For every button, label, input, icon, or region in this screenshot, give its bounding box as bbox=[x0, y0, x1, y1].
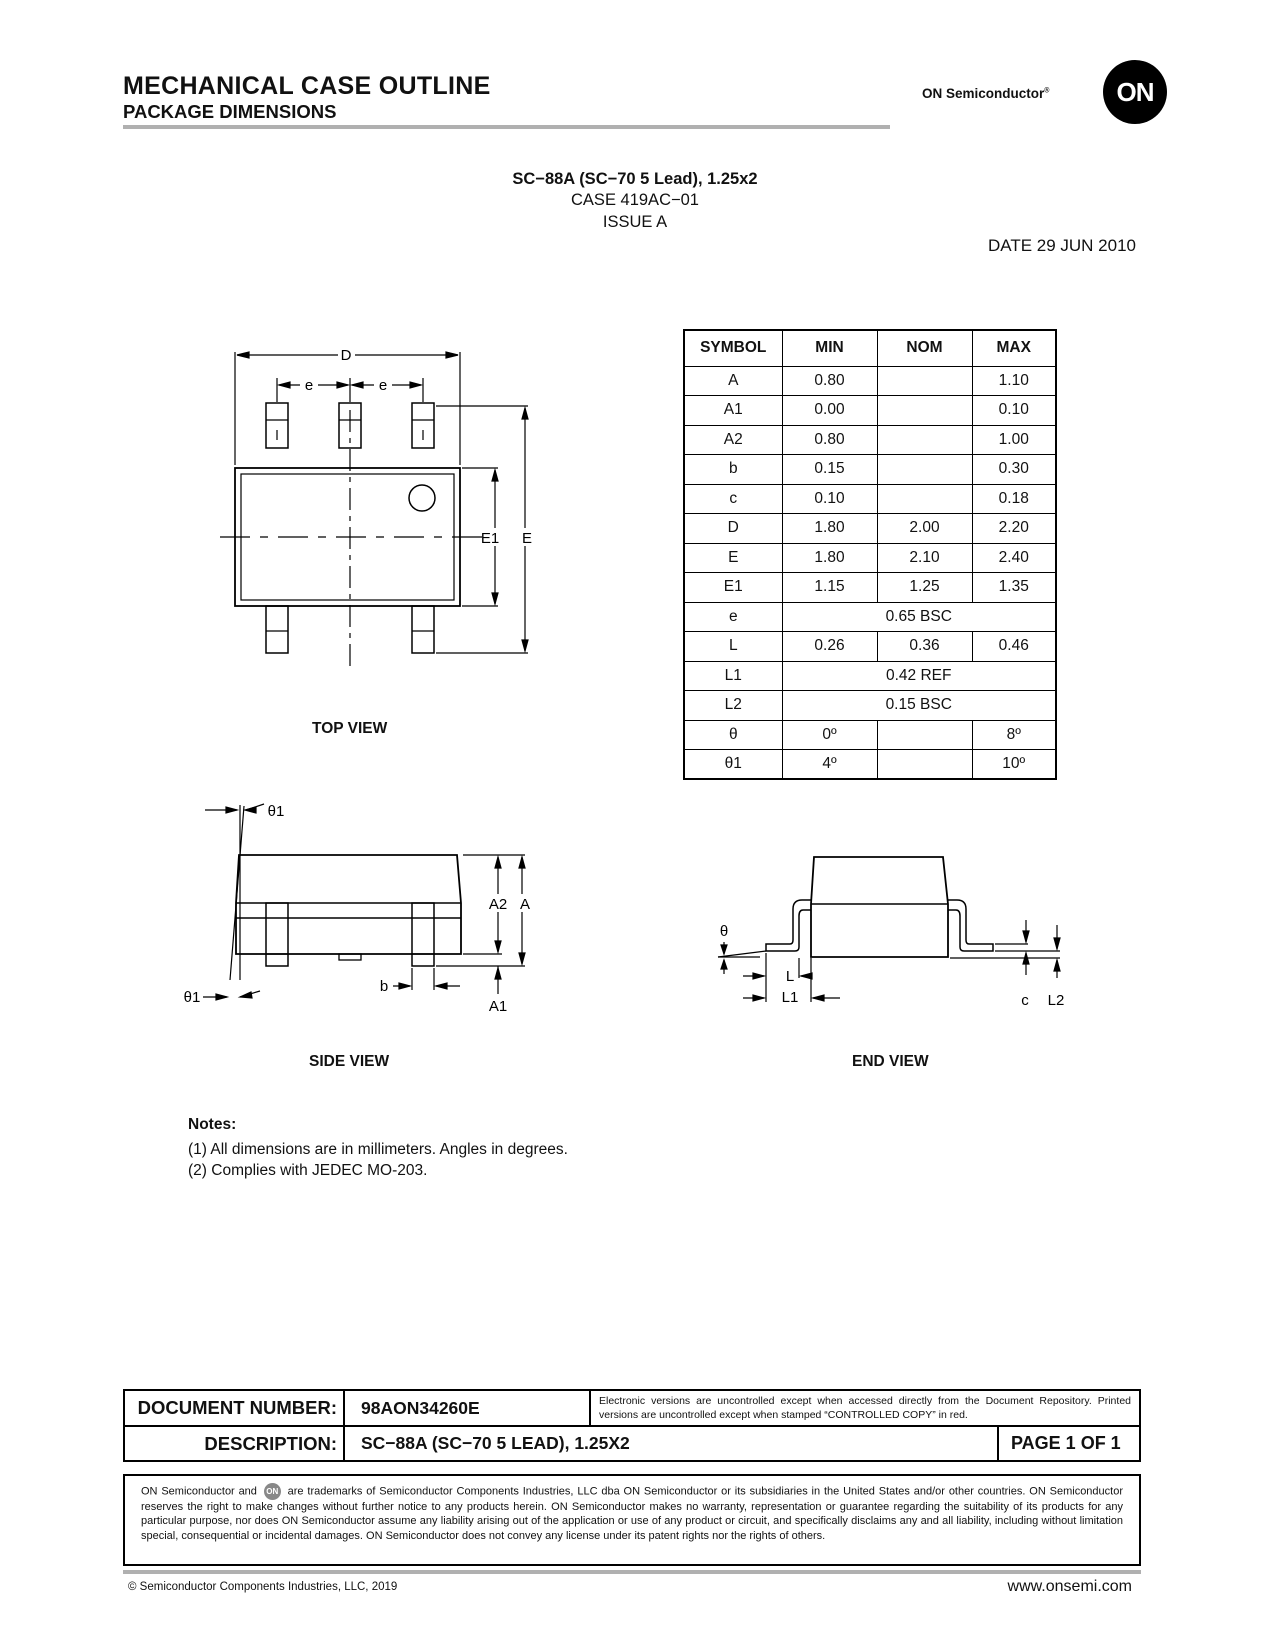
table-row bbox=[684, 455, 1056, 485]
table-cell: 0.30 bbox=[972, 455, 1056, 485]
arrow-icon bbox=[240, 992, 252, 998]
case-number: CASE 419AC−01 bbox=[571, 191, 699, 209]
table-cell: 1.80 bbox=[782, 514, 877, 544]
registered-mark: ® bbox=[1044, 87, 1050, 95]
legal-body: are trademarks of Semiconductor Components Industries, LLC dba ON Semiconductor or its subsidiaries in the United States and/or other countries. ON Semiconductor reserves the right to make changes without further notice to any products herein. ON Semiconductor makes no warranty, representation or guarantee regarding the suitability of its products for any particular purpose, nor does ON Semiconductor assume any liability arising out of the application or use of any product or circuit, and specifically disclaims any and all liability, including without limitation special, consequential or incidental damages. ON Semiconductor does not convey any license under its patent rights nor the rights of others. bbox=[141, 1485, 1123, 1542]
table-cell: θ1 bbox=[684, 750, 782, 780]
table-cell: L2 bbox=[684, 691, 782, 721]
on-logo-icon: ON bbox=[264, 1483, 281, 1500]
package-name: SC−88A (SC−70 5 Lead), 1.25x2 bbox=[512, 170, 758, 188]
page-number: PAGE 1 OF 1 bbox=[1011, 1433, 1121, 1453]
arrow-icon bbox=[436, 983, 447, 989]
table-cell: 1.25 bbox=[877, 573, 972, 603]
table-cell: 0.15 bbox=[782, 455, 877, 485]
document-number-label: DOCUMENT NUMBER: bbox=[137, 1397, 337, 1418]
lead bbox=[412, 903, 434, 966]
lead bbox=[266, 606, 288, 653]
table-cell bbox=[877, 484, 972, 514]
table-cell: 0.80 bbox=[782, 366, 877, 396]
table-cell: 0.26 bbox=[782, 632, 877, 662]
document-number: 98AON34260E bbox=[361, 1397, 480, 1418]
dim-label-theta1: θ1 bbox=[267, 803, 285, 820]
arrow-icon bbox=[813, 995, 824, 1001]
table-cell: b bbox=[684, 455, 782, 485]
arrow-icon bbox=[216, 994, 227, 1000]
table-cell: 1.00 bbox=[972, 425, 1056, 455]
description: SC−88A (SC−70 5 LEAD), 1.25X2 bbox=[361, 1433, 630, 1453]
table-cell: 0.10 bbox=[782, 484, 877, 514]
table-cell: 0.65 BSC bbox=[782, 602, 1056, 632]
notes-list bbox=[188, 1139, 568, 1181]
table-cell: 2.40 bbox=[972, 543, 1056, 573]
table-row bbox=[684, 425, 1056, 455]
website-link[interactable]: www.onsemi.com bbox=[1007, 1578, 1132, 1595]
table-row bbox=[684, 396, 1056, 426]
arrow-icon bbox=[226, 807, 237, 813]
table-cell: 0.80 bbox=[782, 425, 877, 455]
table-cell: 2.10 bbox=[877, 543, 972, 573]
body-foot bbox=[339, 954, 361, 960]
copyright: © Semiconductor Components Industries, LLC, 2019 bbox=[128, 1581, 398, 1593]
dim-label-a: A bbox=[519, 896, 531, 913]
header-rule bbox=[123, 125, 890, 129]
table-cell: 2.00 bbox=[877, 514, 972, 544]
top-view-label: TOP VIEW bbox=[312, 720, 388, 737]
arrow-icon bbox=[1054, 960, 1060, 971]
column-header: MIN bbox=[782, 330, 877, 366]
arrow-icon bbox=[519, 857, 525, 868]
table-cell: 0.15 BSC bbox=[782, 691, 1056, 721]
table-cell bbox=[877, 425, 972, 455]
table-row bbox=[684, 661, 1056, 691]
table-cell: 0.10 bbox=[972, 396, 1056, 426]
dim-label-a1: A1 bbox=[488, 998, 508, 1015]
table-header-row bbox=[684, 330, 1056, 366]
arrow-icon bbox=[399, 983, 410, 989]
table-row bbox=[684, 720, 1056, 750]
note-item: (2) Complies with JEDEC MO-203. bbox=[188, 1162, 428, 1179]
arrow-icon bbox=[352, 382, 363, 388]
arrow-icon bbox=[753, 973, 764, 979]
table-cell: 0.42 REF bbox=[782, 661, 1056, 691]
arrow-icon bbox=[279, 382, 290, 388]
dim-label-theta1: θ1 bbox=[183, 989, 201, 1006]
dimensions-table-body bbox=[684, 366, 1056, 779]
table-row bbox=[684, 514, 1056, 544]
package-body bbox=[236, 855, 461, 954]
table-cell: θ bbox=[684, 720, 782, 750]
table-cell bbox=[877, 396, 972, 426]
brand-name bbox=[922, 86, 1049, 101]
table-cell: c bbox=[684, 484, 782, 514]
table-cell: 4º bbox=[782, 750, 877, 780]
column-header: SYMBOL bbox=[684, 330, 782, 366]
end-view-label: END VIEW bbox=[852, 1053, 929, 1070]
end-view-drawing bbox=[700, 850, 1080, 1020]
table-cell: 0.18 bbox=[972, 484, 1056, 514]
arrow-icon bbox=[1054, 938, 1060, 949]
dim-label-l2: L2 bbox=[1047, 992, 1065, 1009]
lead-left bbox=[766, 900, 811, 951]
notes-heading: Notes: bbox=[188, 1116, 237, 1133]
table-cell: 10º bbox=[972, 750, 1056, 780]
top-view-drawing bbox=[200, 350, 580, 670]
arrow-icon bbox=[522, 640, 528, 651]
arrow-icon bbox=[721, 960, 727, 969]
lead bbox=[412, 606, 434, 653]
note-item: (1) All dimensions are in millimeters. Angles in degrees. bbox=[188, 1141, 568, 1158]
page-title: MECHANICAL CASE OUTLINE bbox=[123, 72, 491, 100]
dim-label-c: c bbox=[1021, 992, 1029, 1009]
table-row bbox=[684, 691, 1056, 721]
description-label: DESCRIPTION: bbox=[204, 1432, 337, 1454]
arrow-icon bbox=[495, 941, 501, 952]
table-cell: L1 bbox=[684, 661, 782, 691]
dim-label-l: L bbox=[785, 968, 795, 985]
arrow-icon bbox=[522, 408, 528, 419]
arrow-icon bbox=[337, 382, 348, 388]
side-view-drawing bbox=[180, 800, 560, 1025]
table-cell: e bbox=[684, 602, 782, 632]
table-cell: 0.36 bbox=[877, 632, 972, 662]
column-header: NOM bbox=[877, 330, 972, 366]
dim-label-d: D bbox=[340, 350, 352, 364]
table-cell: 1.10 bbox=[972, 366, 1056, 396]
document-date: DATE 29 JUN 2010 bbox=[987, 236, 1136, 255]
table-cell bbox=[877, 750, 972, 780]
arrow-icon bbox=[801, 973, 812, 979]
document-info-box bbox=[123, 1389, 1141, 1462]
legal-lead: ON Semiconductor and bbox=[141, 1485, 257, 1498]
on-logo-icon: ON bbox=[1103, 60, 1167, 124]
table-cell: 8º bbox=[972, 720, 1056, 750]
table-cell: 2.20 bbox=[972, 514, 1056, 544]
table-row bbox=[684, 573, 1056, 603]
table-cell: 1.80 bbox=[782, 543, 877, 573]
issue: ISSUE A bbox=[602, 213, 668, 231]
lead-right bbox=[948, 900, 993, 951]
arrow-icon bbox=[753, 995, 764, 1001]
table-cell: 0.00 bbox=[782, 396, 877, 426]
table-cell bbox=[877, 720, 972, 750]
arrow-icon bbox=[492, 470, 498, 481]
arrow-icon bbox=[492, 593, 498, 604]
arrow-icon bbox=[519, 953, 525, 964]
legal-notice bbox=[123, 1474, 1141, 1566]
side-view-label: SIDE VIEW bbox=[309, 1053, 390, 1070]
table-row bbox=[684, 632, 1056, 662]
dim-label-a2: A2 bbox=[488, 896, 508, 913]
table-cell: L bbox=[684, 632, 782, 662]
package-body bbox=[811, 857, 948, 957]
table-cell: 1.15 bbox=[782, 573, 877, 603]
table-cell bbox=[877, 455, 972, 485]
arrow-icon bbox=[1023, 953, 1029, 964]
lead bbox=[266, 903, 288, 966]
dim-label-l1: L1 bbox=[781, 989, 799, 1006]
dim-label-theta: θ bbox=[719, 923, 729, 940]
brand-text: ON Semiconductor bbox=[922, 86, 1045, 101]
table-row bbox=[684, 543, 1056, 573]
dim-label-b: b bbox=[379, 978, 389, 995]
table-cell: A2 bbox=[684, 425, 782, 455]
table-cell bbox=[877, 366, 972, 396]
table-cell: 0.46 bbox=[972, 632, 1056, 662]
lead bbox=[412, 403, 434, 448]
dimensions-table bbox=[683, 329, 1057, 780]
footer-rule bbox=[123, 1570, 1141, 1574]
arrow-icon bbox=[237, 352, 249, 358]
control-notice: Electronic versions are uncontrolled except when accessed directly from the Document Repository. Printed versions are uncontrolled except when stamped “CONTROLLED COPY” in red. bbox=[599, 1395, 1131, 1421]
table-cell: A1 bbox=[684, 396, 782, 426]
dim-label-e-total: E bbox=[521, 530, 533, 547]
table-row bbox=[684, 750, 1056, 780]
table-cell: 1.35 bbox=[972, 573, 1056, 603]
table-row bbox=[684, 602, 1056, 632]
table-cell: 0º bbox=[782, 720, 877, 750]
dim-label-e: e bbox=[378, 377, 388, 394]
arrow-icon bbox=[446, 352, 458, 358]
page-subtitle: PACKAGE DIMENSIONS bbox=[123, 101, 337, 122]
lead bbox=[266, 403, 288, 448]
arrow-icon bbox=[1023, 931, 1029, 942]
column-header: MAX bbox=[972, 330, 1056, 366]
dim-label-e: e bbox=[304, 377, 314, 394]
table-row bbox=[684, 484, 1056, 514]
arrow-icon bbox=[410, 382, 421, 388]
table-cell: A bbox=[684, 366, 782, 396]
pin1-marker-icon bbox=[409, 485, 435, 511]
table-row bbox=[684, 366, 1056, 396]
arrow-icon bbox=[721, 945, 727, 954]
table-cell: E bbox=[684, 543, 782, 573]
table-cell: D bbox=[684, 514, 782, 544]
arrow-icon bbox=[495, 857, 501, 868]
table-cell: E1 bbox=[684, 573, 782, 603]
arrow-icon bbox=[495, 968, 501, 979]
dim-label-e1: E1 bbox=[480, 530, 500, 547]
